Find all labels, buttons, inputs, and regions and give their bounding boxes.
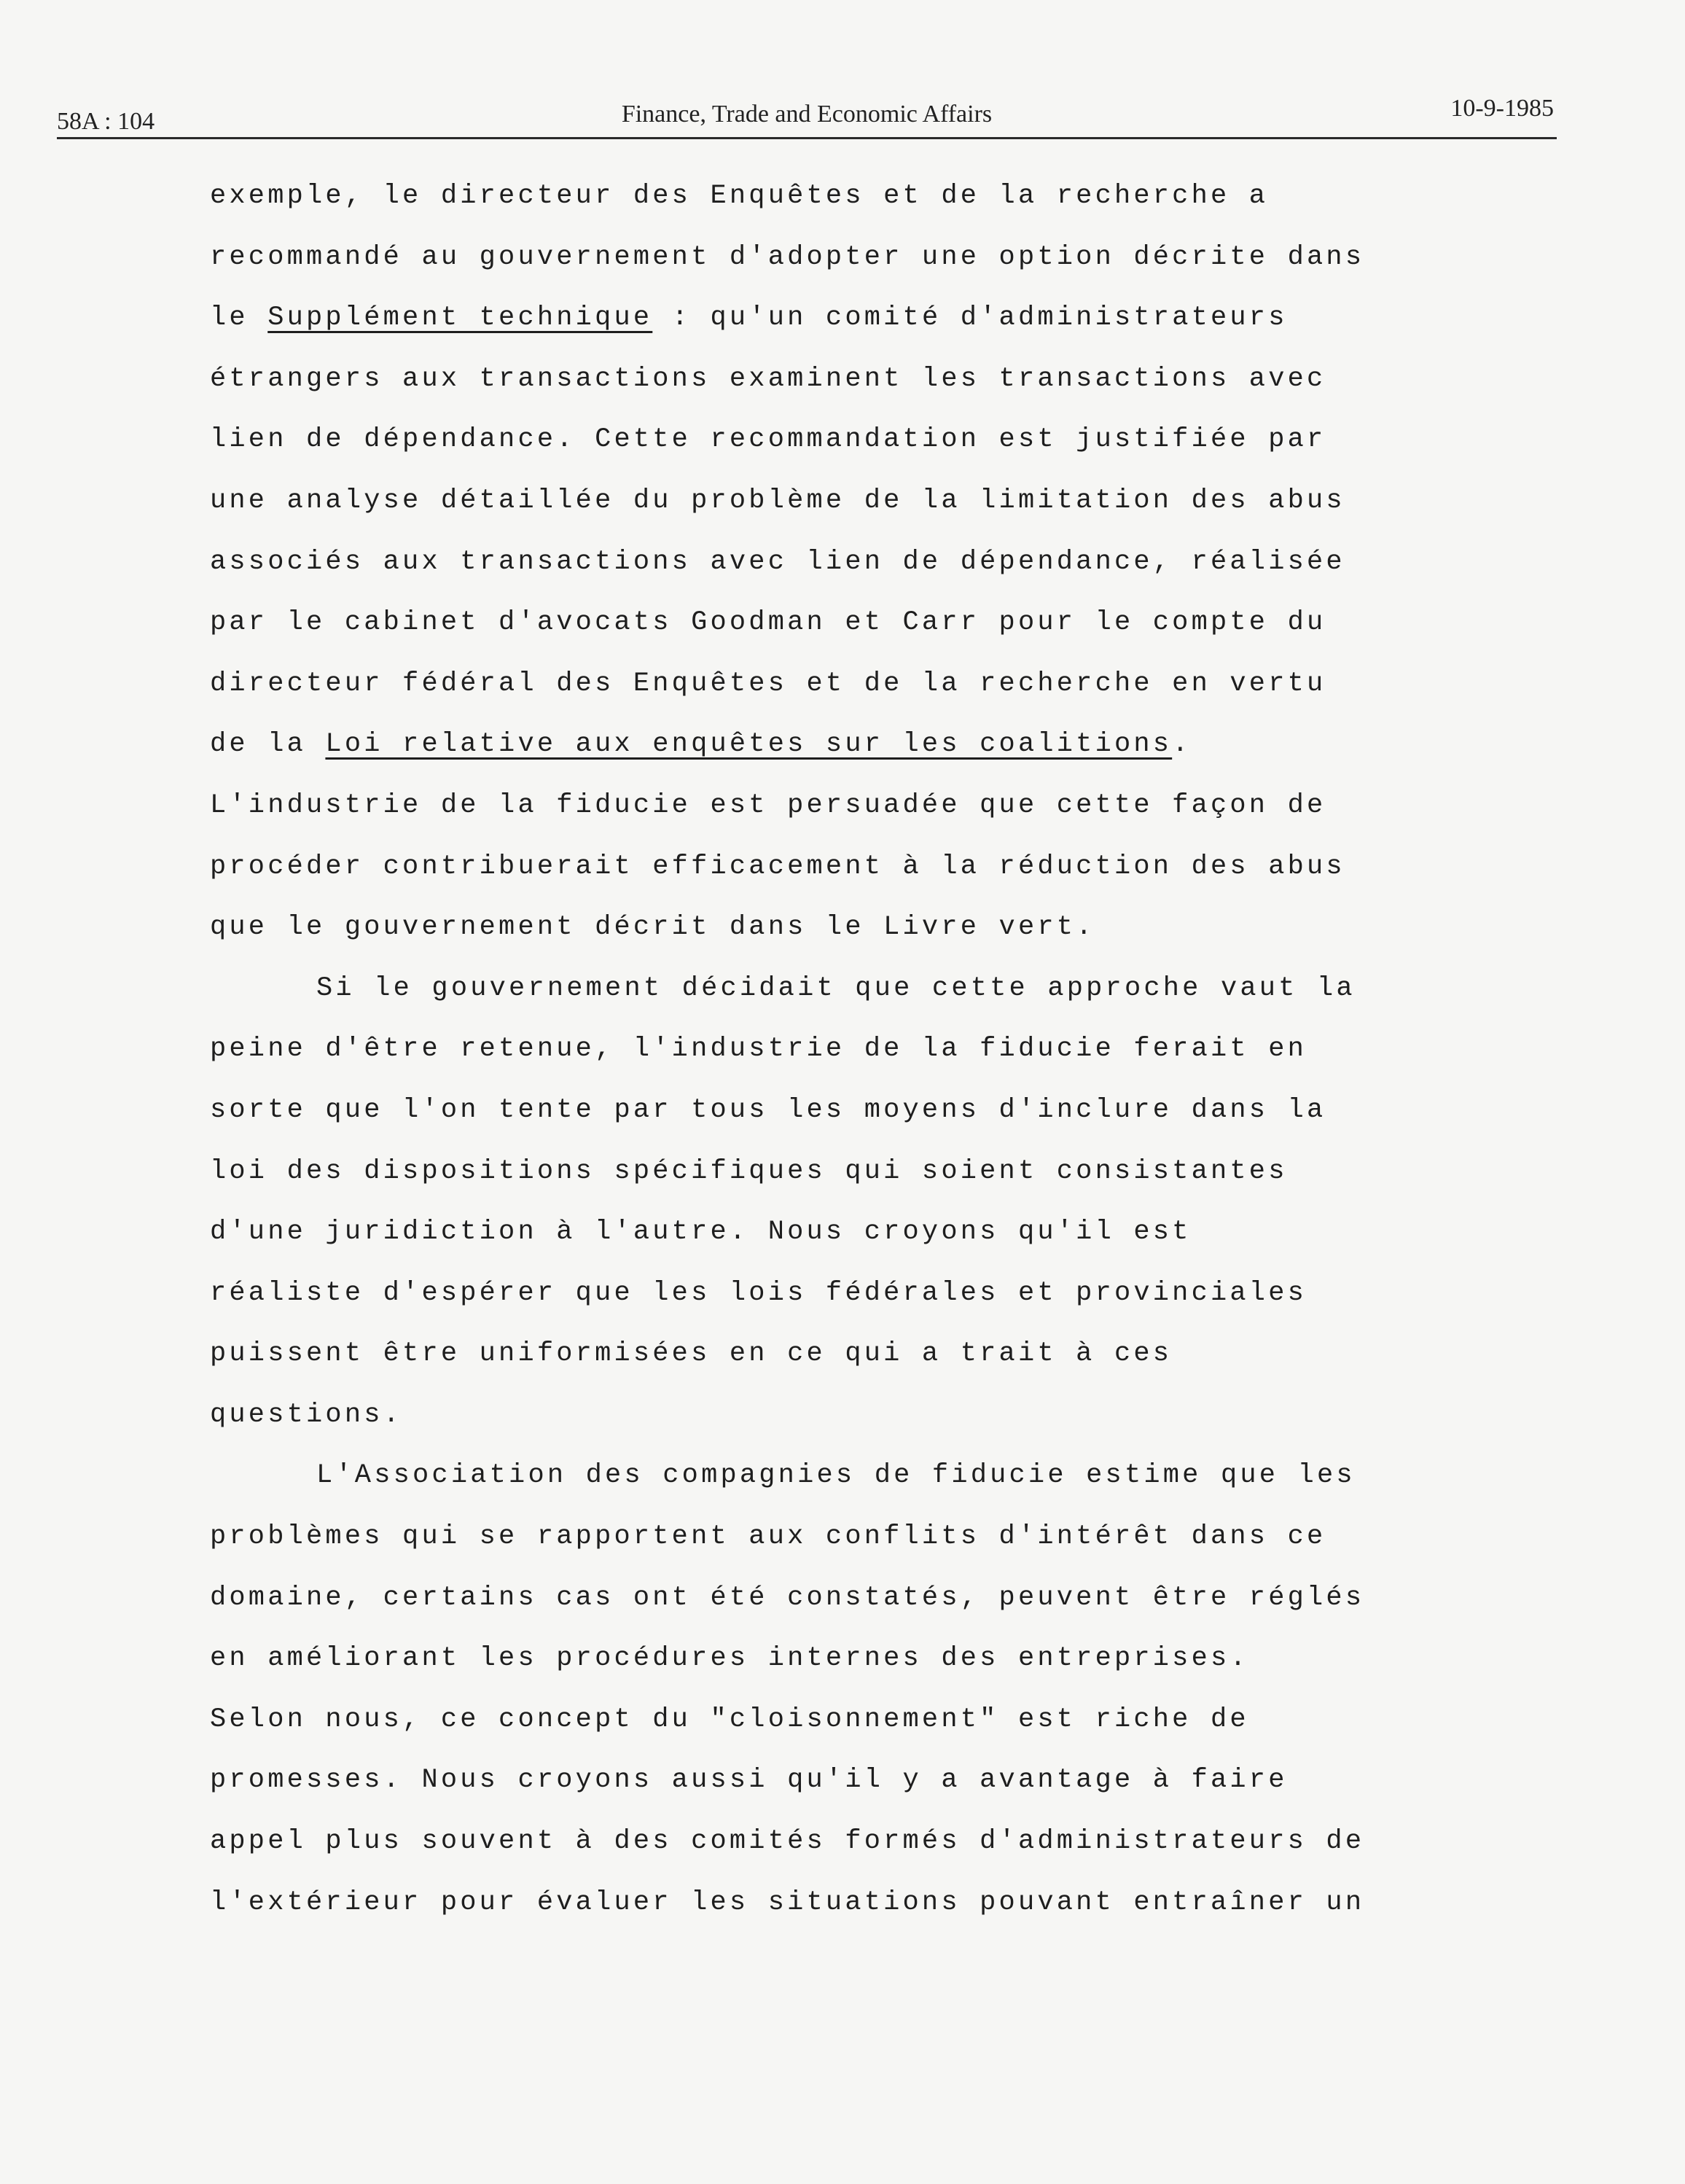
text-line: directeur fédéral des Enquêtes et de la recherche en vertu bbox=[210, 668, 1326, 699]
text-line: exemple, le directeur des Enquêtes et de la recherche a bbox=[210, 181, 1269, 211]
text-line: d'une juridiction à l'autre. Nous croyons qu'il est bbox=[210, 1217, 1192, 1248]
text-line: réaliste d'espérer que les lois fédérales et provinciales bbox=[210, 1277, 1307, 1309]
underlined-title-loi-coalitions: Loi relative aux enquêtes sur les coalitions bbox=[325, 729, 1173, 760]
text-line: questions. bbox=[210, 1399, 403, 1430]
text-line: par le cabinet d'avocats Goodman et Carr pour le compte du bbox=[210, 607, 1326, 639]
text-line bbox=[210, 288, 1536, 349]
text-segment: de la bbox=[210, 729, 326, 760]
text-line: une analyse détaillée du problème de la limitation des abus bbox=[210, 485, 1345, 516]
text-line: peine d'être retenue, l'industrie de la fiducie ferait en bbox=[210, 1034, 1307, 1065]
page-reference: 58A : 104 bbox=[57, 108, 155, 135]
paragraph-first-line: L'Association des compagnies de fiducie estime que les bbox=[316, 1460, 1356, 1491]
text-segment: : qu'un comité d'administrateurs bbox=[652, 303, 1288, 334]
text-line: que le gouvernement décrit dans le Livre vert. bbox=[210, 912, 1095, 943]
text-line: domaine, certains cas ont été constatés, peuvent être réglés bbox=[210, 1582, 1365, 1613]
text-line: puissent être uniformisées en ce qui a trait à ces bbox=[210, 1338, 1173, 1370]
text-line: L'industrie de la fiducie est persuadée que cette façon de bbox=[210, 789, 1326, 821]
body-text bbox=[210, 166, 1536, 1933]
paragraph-first-line: Si le gouvernement décidait que cette approche vaut la bbox=[316, 972, 1356, 1004]
text-line: étrangers aux transactions examinent les transactions avec bbox=[210, 363, 1326, 394]
text-line: lien de dépendance. Cette recommandation est justifiée par bbox=[210, 424, 1326, 456]
text-line: appel plus souvent à des comités formés d'administrateurs de bbox=[210, 1826, 1365, 1857]
text-line: sorte que l'on tente par tous les moyens d'inclure dans la bbox=[210, 1094, 1326, 1126]
text-segment: . bbox=[1172, 729, 1192, 760]
text-segment: le bbox=[210, 303, 268, 334]
text-line: l'extérieur pour évaluer les situations pouvant entraîner un bbox=[210, 1887, 1365, 1918]
header-date: 10-9-1985 bbox=[1450, 95, 1554, 122]
text-line bbox=[210, 714, 1536, 776]
text-line: loi des dispositions spécifiques qui soient consistantes bbox=[210, 1155, 1288, 1187]
running-title: Finance, Trade and Economic Affairs bbox=[621, 101, 993, 128]
text-line: recommandé au gouvernement d'adopter une option décrite dans bbox=[210, 241, 1365, 273]
underlined-title-supplement-technique: Supplément technique bbox=[267, 303, 653, 334]
text-line: Selon nous, ce concept du "cloisonnement" est riche de bbox=[210, 1704, 1249, 1735]
text-line: en améliorant les procédures internes des entreprises. bbox=[210, 1643, 1249, 1674]
page-header bbox=[57, 93, 1557, 139]
text-line: procéder contribuerait efficacement à la réduction des abus bbox=[210, 851, 1345, 882]
text-line: promesses. Nous croyons aussi qu'il y a avantage à faire bbox=[210, 1765, 1288, 1796]
text-line: problèmes qui se rapportent aux conflits d'intérêt dans ce bbox=[210, 1521, 1326, 1553]
text-line: associés aux transactions avec lien de dépendance, réalisée bbox=[210, 546, 1345, 577]
